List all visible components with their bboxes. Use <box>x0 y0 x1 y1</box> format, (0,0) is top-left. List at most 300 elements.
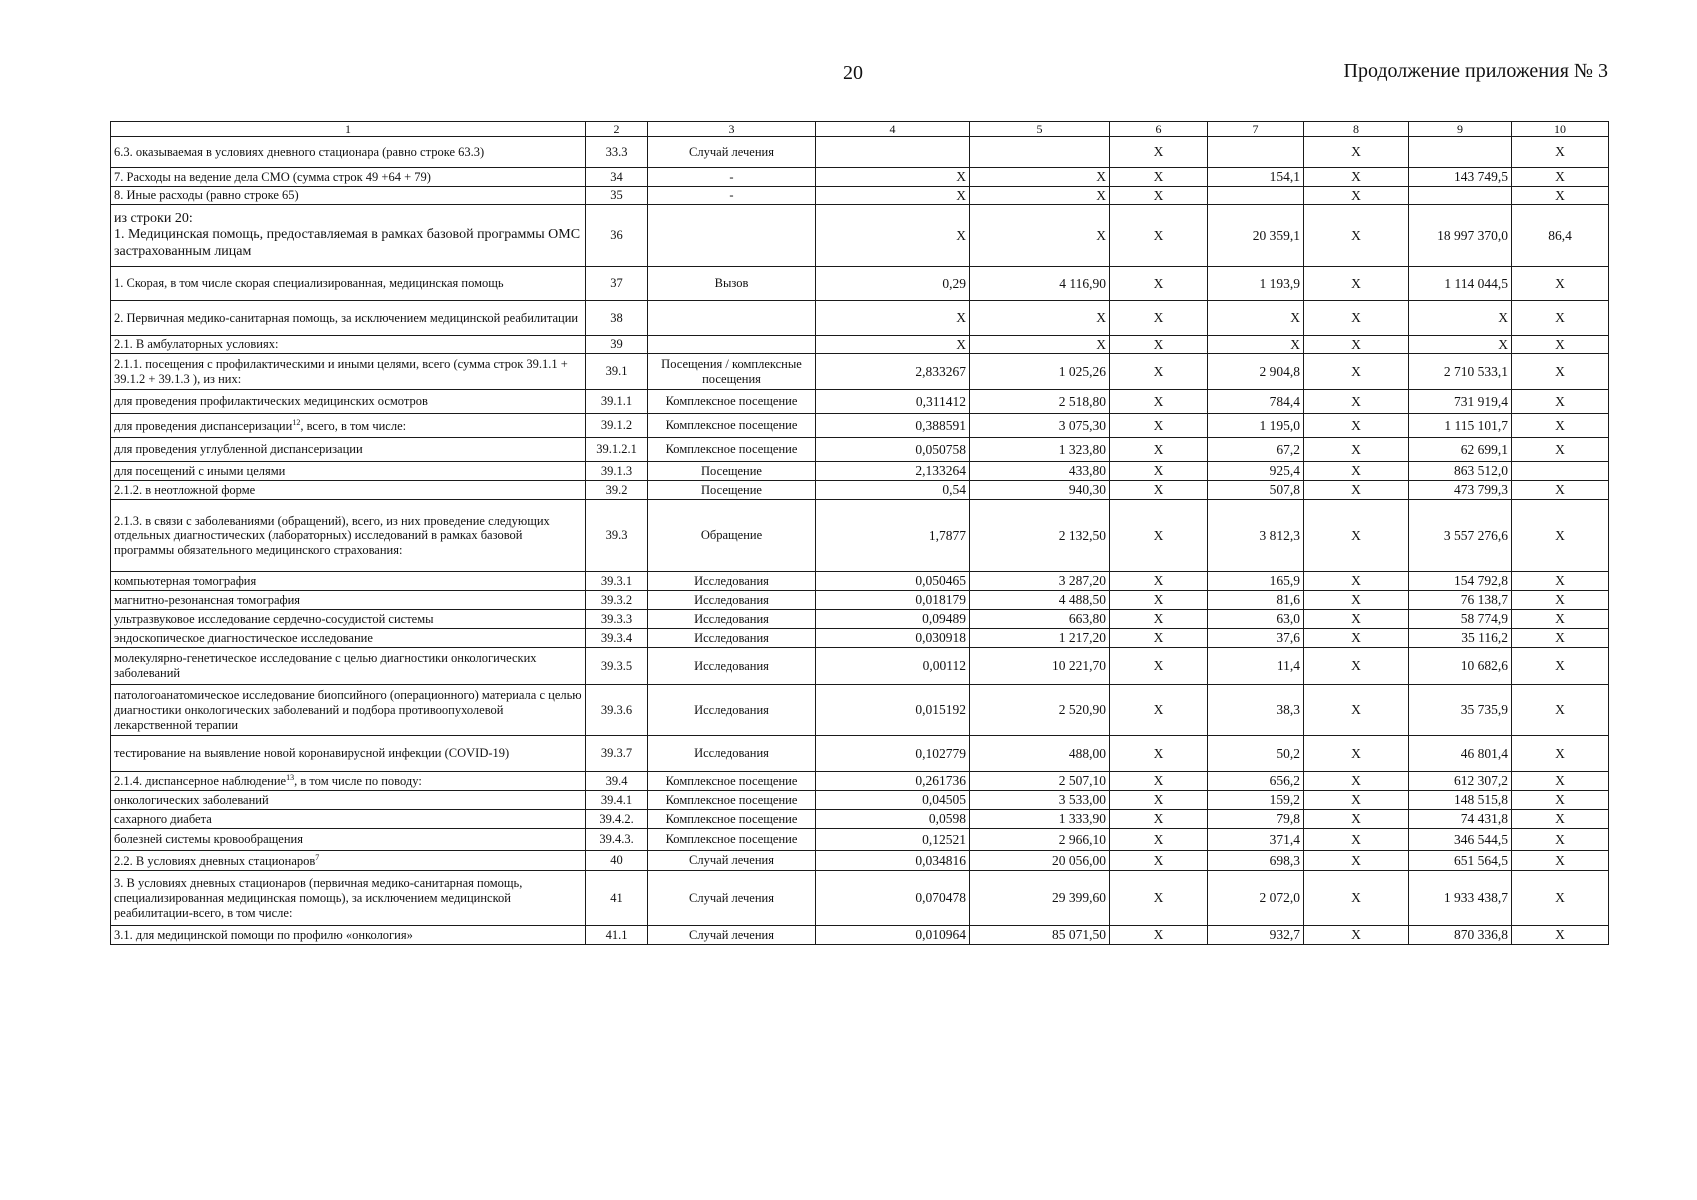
cell-col-8: X <box>1304 187 1409 205</box>
table-row <box>111 871 1609 926</box>
row-name-cell <box>111 500 586 572</box>
row-name-text: 2.1.4. диспансерное наблюдение <box>114 774 287 789</box>
cell-col-4: 0,311412 <box>816 390 970 414</box>
cell-col-4: 0,070478 <box>816 871 970 926</box>
cell-col-10: X <box>1512 336 1609 354</box>
cell-col-3: Посещения / комплексные посещения <box>648 354 816 390</box>
table-row <box>111 610 1609 629</box>
cell-col-8: X <box>1304 414 1409 438</box>
column-header-7: 7 <box>1208 122 1304 137</box>
row-name-cell <box>111 301 586 336</box>
cell-col-8: X <box>1304 301 1409 336</box>
cell-col-5: 663,80 <box>970 610 1110 629</box>
cell-col-7: 784,4 <box>1208 390 1304 414</box>
cell-col-5: 10 221,70 <box>970 648 1110 685</box>
cell-col-6: X <box>1110 629 1208 648</box>
cell-col-9: 18 997 370,0 <box>1409 205 1512 267</box>
cell-col-5: 2 966,10 <box>970 829 1110 851</box>
cell-col-6: X <box>1110 736 1208 772</box>
cell-col-7: 50,2 <box>1208 736 1304 772</box>
cell-col-7: 932,7 <box>1208 926 1304 945</box>
row-name-text: онкологических заболеваний <box>114 792 269 807</box>
row-name-text: 1. Медицинская помощь, предоставляемая в рамках базовой программы ОМС застрахованным лицам <box>114 227 581 259</box>
cell-col-8: X <box>1304 851 1409 871</box>
cell-col-7: 3 812,3 <box>1208 500 1304 572</box>
cell-col-2: 37 <box>586 267 648 301</box>
column-header-9: 9 <box>1409 122 1512 137</box>
cell-col-10: X <box>1512 438 1609 462</box>
cell-col-7: 38,3 <box>1208 685 1304 736</box>
cell-col-9 <box>1409 137 1512 168</box>
table-row <box>111 572 1609 591</box>
cell-col-7: 11,4 <box>1208 648 1304 685</box>
cell-col-4: 2,133264 <box>816 462 970 481</box>
cell-col-4: 0,54 <box>816 481 970 500</box>
row-name-text: молекулярно-генетическое исследование с целью диагностики онкологических заболеваний <box>114 651 537 681</box>
cell-col-8: X <box>1304 205 1409 267</box>
cell-col-4: X <box>816 336 970 354</box>
cell-col-9: 870 336,8 <box>1409 926 1512 945</box>
cell-col-10: X <box>1512 829 1609 851</box>
cell-col-3: Случай лечения <box>648 926 816 945</box>
cell-col-6: X <box>1110 414 1208 438</box>
row-name-cell <box>111 926 586 945</box>
row-name-text: 2.1.1. посещения с профилактическими и иными целями, всего (сумма строк 39.1.1 + 39.1.2 + 39.1.3 ), из них: <box>114 356 568 386</box>
cell-col-8: X <box>1304 791 1409 810</box>
cell-col-5: 2 518,80 <box>970 390 1110 414</box>
table-row <box>111 648 1609 685</box>
row-name-cell <box>111 851 586 871</box>
cell-col-10: X <box>1512 500 1609 572</box>
cell-col-2: 39.2 <box>586 481 648 500</box>
row-name-text: ультразвуковое исследование сердечно-сосудистой системы <box>114 611 434 626</box>
cell-col-7: 371,4 <box>1208 829 1304 851</box>
cell-col-7: 37,6 <box>1208 629 1304 648</box>
cell-col-4: 0,0598 <box>816 810 970 829</box>
row-name-cell <box>111 591 586 610</box>
cell-col-10: X <box>1512 871 1609 926</box>
table-row <box>111 438 1609 462</box>
page-number: 20 <box>843 62 863 84</box>
cell-col-8: X <box>1304 390 1409 414</box>
cell-col-3: Исследования <box>648 648 816 685</box>
cell-col-3: Посещение <box>648 481 816 500</box>
cell-col-6: X <box>1110 187 1208 205</box>
cell-col-3: Посещение <box>648 462 816 481</box>
row-name-text: компьютерная томография <box>114 573 257 588</box>
cell-col-2: 39.3.3 <box>586 610 648 629</box>
cell-col-6: X <box>1110 810 1208 829</box>
row-name-text: 3. В условиях дневных стационаров (первичная медико-санитарная помощь, специализированная медицинская помощь), за исключением медицинской реабилитации-всего, в том числе: <box>114 876 523 920</box>
cell-col-5: 3 533,00 <box>970 791 1110 810</box>
cell-col-3: Исследования <box>648 685 816 736</box>
cell-col-2: 39.3.2 <box>586 591 648 610</box>
cell-col-6: X <box>1110 301 1208 336</box>
cell-col-2: 39.3.1 <box>586 572 648 591</box>
cell-col-3: Обращение <box>648 500 816 572</box>
cell-col-9: 76 138,7 <box>1409 591 1512 610</box>
cell-col-2: 39.1.2.1 <box>586 438 648 462</box>
cell-col-3: Исследования <box>648 629 816 648</box>
cell-col-9 <box>1409 187 1512 205</box>
cell-col-6: X <box>1110 610 1208 629</box>
cell-col-6: X <box>1110 591 1208 610</box>
cell-col-6: X <box>1110 205 1208 267</box>
row-name-text: болезней системы кровообращения <box>114 832 303 847</box>
row-name-cell <box>111 772 586 791</box>
cell-col-5: 2 507,10 <box>970 772 1110 791</box>
cell-col-8: X <box>1304 610 1409 629</box>
cell-col-4: 0,015192 <box>816 685 970 736</box>
cell-col-3 <box>648 205 816 267</box>
cell-col-2: 39.4 <box>586 772 648 791</box>
cell-col-9: X <box>1409 336 1512 354</box>
cell-col-4: X <box>816 168 970 187</box>
row-name-text: 3.1. для медицинской помощи по профилю «онкология» <box>114 927 413 942</box>
cell-col-9: 1 115 101,7 <box>1409 414 1512 438</box>
cell-col-3: Комплексное посещение <box>648 791 816 810</box>
cell-col-2: 39.1 <box>586 354 648 390</box>
cell-col-9: 1 114 044,5 <box>1409 267 1512 301</box>
row-name-cell <box>111 791 586 810</box>
table-row <box>111 629 1609 648</box>
cell-col-9: 58 774,9 <box>1409 610 1512 629</box>
table-row <box>111 810 1609 829</box>
cell-col-3: Комплексное посещение <box>648 390 816 414</box>
cell-col-10: X <box>1512 168 1609 187</box>
cell-col-4: 0,050758 <box>816 438 970 462</box>
row-name-text: 2.1. В амбулаторных условиях: <box>114 337 279 352</box>
table-row <box>111 829 1609 851</box>
cell-col-2: 34 <box>586 168 648 187</box>
cell-col-2: 39.1.1 <box>586 390 648 414</box>
cell-col-2: 39.1.3 <box>586 462 648 481</box>
cell-col-9: 143 749,5 <box>1409 168 1512 187</box>
cell-col-7: 159,2 <box>1208 791 1304 810</box>
cell-col-2: 39 <box>586 336 648 354</box>
cell-col-10: X <box>1512 851 1609 871</box>
cell-col-7: 2 072,0 <box>1208 871 1304 926</box>
row-name-cell <box>111 438 586 462</box>
row-name-text: 2. Первичная медико-санитарная помощь, за исключением медицинской реабилитации <box>114 310 579 325</box>
cell-col-5: 2 132,50 <box>970 500 1110 572</box>
cell-col-10: X <box>1512 772 1609 791</box>
cell-col-7: 154,1 <box>1208 168 1304 187</box>
cell-col-2: 39.3.6 <box>586 685 648 736</box>
cell-col-4: 0,12521 <box>816 829 970 851</box>
cell-col-4: 0,04505 <box>816 791 970 810</box>
row-name-cell <box>111 648 586 685</box>
row-name-cell <box>111 354 586 390</box>
row-name-cell <box>111 267 586 301</box>
row-name-cell <box>111 187 586 205</box>
cell-col-10: X <box>1512 267 1609 301</box>
cell-col-5: 1 025,26 <box>970 354 1110 390</box>
cell-col-3: Комплексное посещение <box>648 414 816 438</box>
cell-col-6: X <box>1110 267 1208 301</box>
cell-col-6: X <box>1110 871 1208 926</box>
table-row <box>111 685 1609 736</box>
column-header-1: 1 <box>111 122 586 137</box>
column-header-4: 4 <box>816 122 970 137</box>
row-name-cell <box>111 462 586 481</box>
cell-col-3: Исследования <box>648 591 816 610</box>
cell-col-5: 20 056,00 <box>970 851 1110 871</box>
row-name-cell <box>111 829 586 851</box>
column-header-2: 2 <box>586 122 648 137</box>
cell-col-6: X <box>1110 772 1208 791</box>
cell-col-7: 698,3 <box>1208 851 1304 871</box>
row-name-cell <box>111 137 586 168</box>
cell-col-6: X <box>1110 336 1208 354</box>
cell-col-10: X <box>1512 572 1609 591</box>
table-row <box>111 205 1609 267</box>
cell-col-5: 1 333,90 <box>970 810 1110 829</box>
table-row <box>111 414 1609 438</box>
cell-col-8: X <box>1304 438 1409 462</box>
cell-col-10: X <box>1512 648 1609 685</box>
cell-col-10: X <box>1512 481 1609 500</box>
cell-col-10: X <box>1512 187 1609 205</box>
cell-col-2: 35 <box>586 187 648 205</box>
cell-col-8: X <box>1304 829 1409 851</box>
cell-col-3: Случай лечения <box>648 851 816 871</box>
row-name-cell <box>111 610 586 629</box>
cell-col-10: X <box>1512 810 1609 829</box>
cell-col-5: 433,80 <box>970 462 1110 481</box>
cell-col-4: 0,102779 <box>816 736 970 772</box>
cell-col-4: 0,388591 <box>816 414 970 438</box>
row-name-text: 2.1.3. в связи с заболеваниями (обращений), всего, из них проведение следующих отдельных диагностических (лабораторных) исследований в рамках базовой программы обязательного медицинского страхования: <box>114 513 550 558</box>
row-name-text: сахарного диабета <box>114 811 212 826</box>
table-row <box>111 462 1609 481</box>
table-row <box>111 267 1609 301</box>
cell-col-5: 4 116,90 <box>970 267 1110 301</box>
cell-col-10: X <box>1512 610 1609 629</box>
cell-col-3: Исследования <box>648 572 816 591</box>
appendix-header: Продолжение приложения № 3 <box>1343 60 1608 82</box>
cell-col-3: Случай лечения <box>648 137 816 168</box>
cell-col-8: X <box>1304 481 1409 500</box>
row-name-cell <box>111 390 586 414</box>
column-header-10: 10 <box>1512 122 1609 137</box>
table-body <box>111 137 1609 945</box>
cell-col-10: X <box>1512 629 1609 648</box>
row-name-text: патологоанатомическое исследование биопсийного (операционного) материала с целью диагностики онкологических заболеваний и подбора противоопухолевой лекарственной терапии <box>114 688 582 732</box>
cell-col-2: 40 <box>586 851 648 871</box>
table-row <box>111 791 1609 810</box>
cell-col-6: X <box>1110 791 1208 810</box>
cell-col-8: X <box>1304 500 1409 572</box>
cell-col-5: 29 399,60 <box>970 871 1110 926</box>
row-name-text: 2.1.2. в неотложной форме <box>114 482 256 497</box>
column-number-row <box>111 122 1609 137</box>
cell-col-9: 3 557 276,6 <box>1409 500 1512 572</box>
cell-col-5: X <box>970 301 1110 336</box>
cell-col-4 <box>816 137 970 168</box>
cell-col-4: 0,030918 <box>816 629 970 648</box>
cell-col-9: 74 431,8 <box>1409 810 1512 829</box>
cell-col-5: X <box>970 205 1110 267</box>
cell-col-9: X <box>1409 301 1512 336</box>
cell-col-2: 39.3.7 <box>586 736 648 772</box>
cell-col-6: X <box>1110 462 1208 481</box>
cell-col-7: X <box>1208 301 1304 336</box>
row-name-text: для проведения углубленной диспансеризации <box>114 442 363 457</box>
row-name-text: магнитно-резонансная томография <box>114 592 301 607</box>
cell-col-2: 41.1 <box>586 926 648 945</box>
row-name-text: 7. Расходы на ведение дела СМО (сумма строк 49 +64 + 79) <box>114 169 431 184</box>
row-name-cell <box>111 572 586 591</box>
cell-col-9: 148 515,8 <box>1409 791 1512 810</box>
cell-col-5: 940,30 <box>970 481 1110 500</box>
table-row <box>111 772 1609 791</box>
cell-col-7: 79,8 <box>1208 810 1304 829</box>
row-name-tail: , в том числе по поводу: <box>294 774 422 789</box>
column-header-8: 8 <box>1304 122 1409 137</box>
row-name-tail: , всего, в том числе: <box>300 418 407 433</box>
cell-col-2: 38 <box>586 301 648 336</box>
cell-col-2: 33.3 <box>586 137 648 168</box>
row-name-cell <box>111 685 586 736</box>
row-name-cell <box>111 414 586 438</box>
cell-col-4: 0,29 <box>816 267 970 301</box>
cell-col-4: X <box>816 187 970 205</box>
row-name-cell <box>111 736 586 772</box>
row-name-text: для проведения диспансеризации <box>114 418 293 433</box>
cell-col-9: 863 512,0 <box>1409 462 1512 481</box>
cell-col-10: X <box>1512 390 1609 414</box>
column-header-3: 3 <box>648 122 816 137</box>
cell-col-9: 35 116,2 <box>1409 629 1512 648</box>
cell-col-7: 2 904,8 <box>1208 354 1304 390</box>
table-row <box>111 168 1609 187</box>
table-row <box>111 336 1609 354</box>
cell-col-9: 473 799,3 <box>1409 481 1512 500</box>
cell-col-10: X <box>1512 926 1609 945</box>
cell-col-3: - <box>648 187 816 205</box>
row-name-text: для посещений с иными целями <box>114 463 286 478</box>
cell-col-9: 1 933 438,7 <box>1409 871 1512 926</box>
cell-col-6: X <box>1110 648 1208 685</box>
cell-col-9: 62 699,1 <box>1409 438 1512 462</box>
cell-col-9: 46 801,4 <box>1409 736 1512 772</box>
cell-col-10: X <box>1512 591 1609 610</box>
cell-col-9: 154 792,8 <box>1409 572 1512 591</box>
cell-col-9: 731 919,4 <box>1409 390 1512 414</box>
cell-col-6: X <box>1110 685 1208 736</box>
cell-col-3: Комплексное посещение <box>648 772 816 791</box>
row-name-text: эндоскопическое диагностическое исследование <box>114 630 373 645</box>
cell-col-2: 41 <box>586 871 648 926</box>
cell-col-7 <box>1208 187 1304 205</box>
cell-col-10: X <box>1512 301 1609 336</box>
cell-col-7: 81,6 <box>1208 591 1304 610</box>
cell-col-9: 346 544,5 <box>1409 829 1512 851</box>
footnote-marker: 13 <box>286 773 295 783</box>
cell-col-6: X <box>1110 438 1208 462</box>
cell-col-7: 1 193,9 <box>1208 267 1304 301</box>
cell-col-5: 3 075,30 <box>970 414 1110 438</box>
cell-col-10 <box>1512 462 1609 481</box>
cell-col-5: 488,00 <box>970 736 1110 772</box>
cell-col-7: 63,0 <box>1208 610 1304 629</box>
cell-col-8: X <box>1304 685 1409 736</box>
row-name-text: 2.2. В условиях дневных стационаров <box>114 853 316 868</box>
cell-col-7: 925,4 <box>1208 462 1304 481</box>
cell-col-3 <box>648 336 816 354</box>
cell-col-7: 1 195,0 <box>1208 414 1304 438</box>
table-row <box>111 851 1609 871</box>
cell-col-2: 39.1.2 <box>586 414 648 438</box>
cell-col-2: 39.3.5 <box>586 648 648 685</box>
cell-col-7: 20 359,1 <box>1208 205 1304 267</box>
data-table <box>110 121 1609 945</box>
row-name-text: для проведения профилактических медицинских осмотров <box>114 394 428 409</box>
cell-col-10: X <box>1512 354 1609 390</box>
cell-col-6: X <box>1110 168 1208 187</box>
cell-col-8: X <box>1304 591 1409 610</box>
table-row <box>111 481 1609 500</box>
cell-col-5 <box>970 137 1110 168</box>
cell-col-3 <box>648 301 816 336</box>
footnote-marker: 12 <box>292 417 301 427</box>
cell-col-10: X <box>1512 414 1609 438</box>
cell-col-8: X <box>1304 137 1409 168</box>
cell-col-2: 39.3 <box>586 500 648 572</box>
column-header-6: 6 <box>1110 122 1208 137</box>
table-row <box>111 591 1609 610</box>
cell-col-8: X <box>1304 336 1409 354</box>
cell-col-8: X <box>1304 736 1409 772</box>
row-name-text: 8. Иные расходы (равно строке 65) <box>114 188 299 203</box>
cell-col-3: Комплексное посещение <box>648 438 816 462</box>
row-name-cell <box>111 336 586 354</box>
cell-col-3: - <box>648 168 816 187</box>
cell-col-4: 0,00112 <box>816 648 970 685</box>
cell-col-6: X <box>1110 481 1208 500</box>
cell-col-5: 3 287,20 <box>970 572 1110 591</box>
cell-col-7: 656,2 <box>1208 772 1304 791</box>
cell-col-4: X <box>816 301 970 336</box>
table-row <box>111 354 1609 390</box>
cell-col-3: Случай лечения <box>648 871 816 926</box>
cell-col-8: X <box>1304 629 1409 648</box>
cell-col-6: X <box>1110 390 1208 414</box>
cell-col-7: 507,8 <box>1208 481 1304 500</box>
cell-col-5: 1 323,80 <box>970 438 1110 462</box>
cell-col-5: X <box>970 187 1110 205</box>
cell-col-7: 67,2 <box>1208 438 1304 462</box>
cell-col-7 <box>1208 137 1304 168</box>
footnote-marker: 7 <box>315 852 320 862</box>
cell-col-8: X <box>1304 168 1409 187</box>
cell-col-6: X <box>1110 137 1208 168</box>
row-name-text: 1. Скорая, в том числе скорая специализированная, медицинская помощь <box>114 276 504 291</box>
cell-col-4: 0,09489 <box>816 610 970 629</box>
cell-col-4: 0,010964 <box>816 926 970 945</box>
cell-col-9: 2 710 533,1 <box>1409 354 1512 390</box>
cell-col-5: 2 520,90 <box>970 685 1110 736</box>
cell-col-2: 39.3.4 <box>586 629 648 648</box>
cell-col-4: X <box>816 205 970 267</box>
cell-col-3: Комплексное посещение <box>648 810 816 829</box>
cell-col-2: 39.4.1 <box>586 791 648 810</box>
table-row <box>111 390 1609 414</box>
row-name-text: тестирование на выявление новой коронавирусной инфекции (COVID-19) <box>114 746 510 761</box>
cell-col-9: 35 735,9 <box>1409 685 1512 736</box>
cell-col-6: X <box>1110 354 1208 390</box>
